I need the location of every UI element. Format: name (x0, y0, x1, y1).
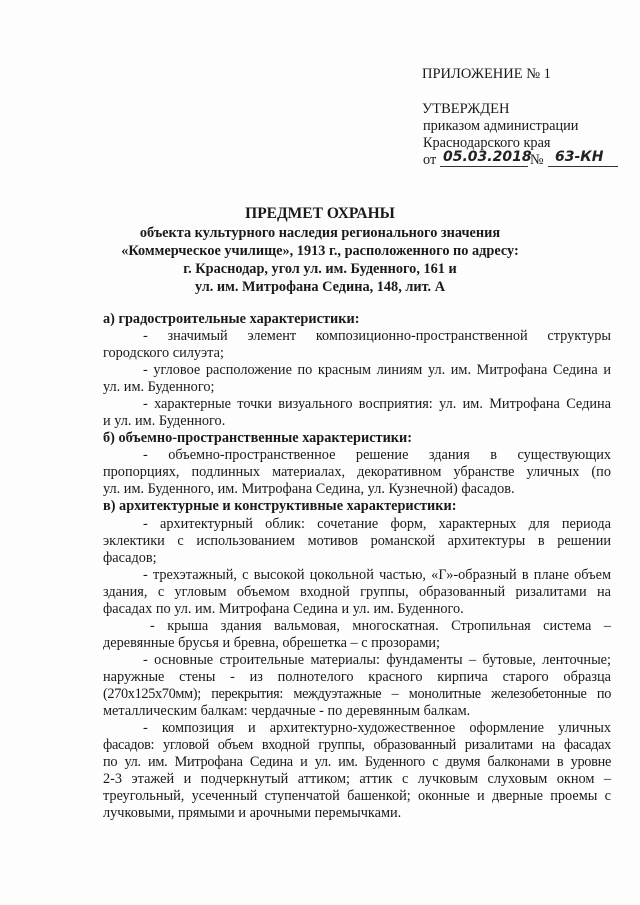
title-line-4: ул. им. Митрофана Седина, 148, лит. А (194, 279, 446, 295)
c4-line-4: металлическим балкам: чердачные - по деревянным балкам. (103, 703, 471, 719)
order-line-1: приказом администрации (423, 118, 579, 134)
order-line-2: Краснодарского края (423, 135, 551, 151)
c1-line-3: фасадов; (103, 550, 157, 566)
c4-line-2: наружные стены - из полнотелого красного кирпича старого образца (103, 669, 611, 685)
number-underline (548, 166, 618, 167)
handwritten-number: 63-КН (555, 149, 604, 165)
b1-line-1: - объемно-пространственное решение здания в существующих (143, 447, 611, 463)
c1-line-2: эклектики с использованием мотивов романской архитектуры в решении (103, 533, 611, 549)
c5-line-4: 2-3 этажей и подчеркнутый аттиком; аттик с лучковым слуховым окном – (103, 771, 611, 787)
title-line-3: г. Краснодар, угол ул. им. Буденного, 161 и (183, 261, 457, 277)
a3-line-2: и ул. им. Буденного. (103, 413, 226, 429)
c1-line-1: - архитектурный облик: сочетание форм, характерных для периода (143, 516, 611, 532)
c2-line-1: - трехэтажный, с высокой цокольной частью, «Г»-образный в плане объем (143, 567, 611, 583)
a1-line-2: городского силуэта; (103, 345, 224, 361)
title-line-2: «Коммерческое училище», 1913 г., расположенного по адресу: (121, 243, 519, 259)
section-c-heading: в) архитектурные и конструктивные характеристики: (103, 498, 457, 514)
handwritten-date: 05.03.2018 (443, 149, 532, 165)
c5-line-2: фасадов: угловой объем входной группы, образованный ризалитами на фасадах (103, 737, 611, 753)
c5-line-1: - композиция и архитектурно-художественное оформление уличных (143, 720, 611, 736)
number-sign: № (530, 152, 544, 168)
b1-line-2: пропорциях, подлинных материалах, декоративном убранстве уличных (по (103, 464, 611, 480)
c4-line-1: - основные строительные материалы: фундаменты – бутовые, ленточные; (143, 652, 611, 668)
c2-line-3: фасадах по ул. им. Митрофана Седина и ул. им. Буденного. (103, 601, 464, 617)
date-underline (440, 166, 528, 167)
section-a-heading: а) градостроительные характеристики: (103, 311, 360, 327)
approved-label: УТВЕРЖДЕН (422, 101, 510, 117)
document-title: ПРЕДМЕТ ОХРАНЫ (245, 205, 395, 222)
a1-line-1: - значимый элемент композиционно-пространственной структуры (143, 328, 611, 344)
date-prefix: от (423, 152, 437, 168)
section-b-heading: б) объемно-пространственные характеристики: (103, 430, 413, 446)
c3-line-1: - крыша здания вальмовая, многоскатная. Стропильная система – (150, 618, 611, 634)
c4-line-3: (270х125х70мм); перекрытия: междуэтажные – монолитные железобетонные по (103, 686, 611, 702)
title-line-1: объекта культурного наследия регионального значения (139, 225, 501, 241)
c5-line-6: лучковыми, прямыми и арочными перемычками. (103, 805, 402, 821)
c2-line-2: здания, с угловым объемом входной группы, образованный ризалитами на (103, 584, 611, 600)
c5-line-5: треугольный, усеченный ступенчатой башенкой; оконные и дверные проемы с (103, 788, 611, 804)
b1-line-3: ул. им. Буденного, им. Митрофана Седина, ул. Кузнечной) фасадов. (103, 481, 515, 497)
c5-line-3: по ул. им. Митрофана Седина и ул. им. Буденного с двумя балконами в уровне (103, 754, 611, 770)
a2-line-2: ул. им. Буденного; (103, 379, 215, 395)
c3-line-2: деревянные брусья и бревна, обрешетка – с прозорами; (103, 635, 441, 651)
a3-line-1: - характерные точки визуального восприятия: ул. им. Митрофана Седина (143, 396, 611, 412)
a2-line-1: - угловое расположение по красным линиям ул. им. Митрофана Седина и (143, 362, 611, 378)
appendix-label: ПРИЛОЖЕНИЕ № 1 (422, 66, 551, 82)
